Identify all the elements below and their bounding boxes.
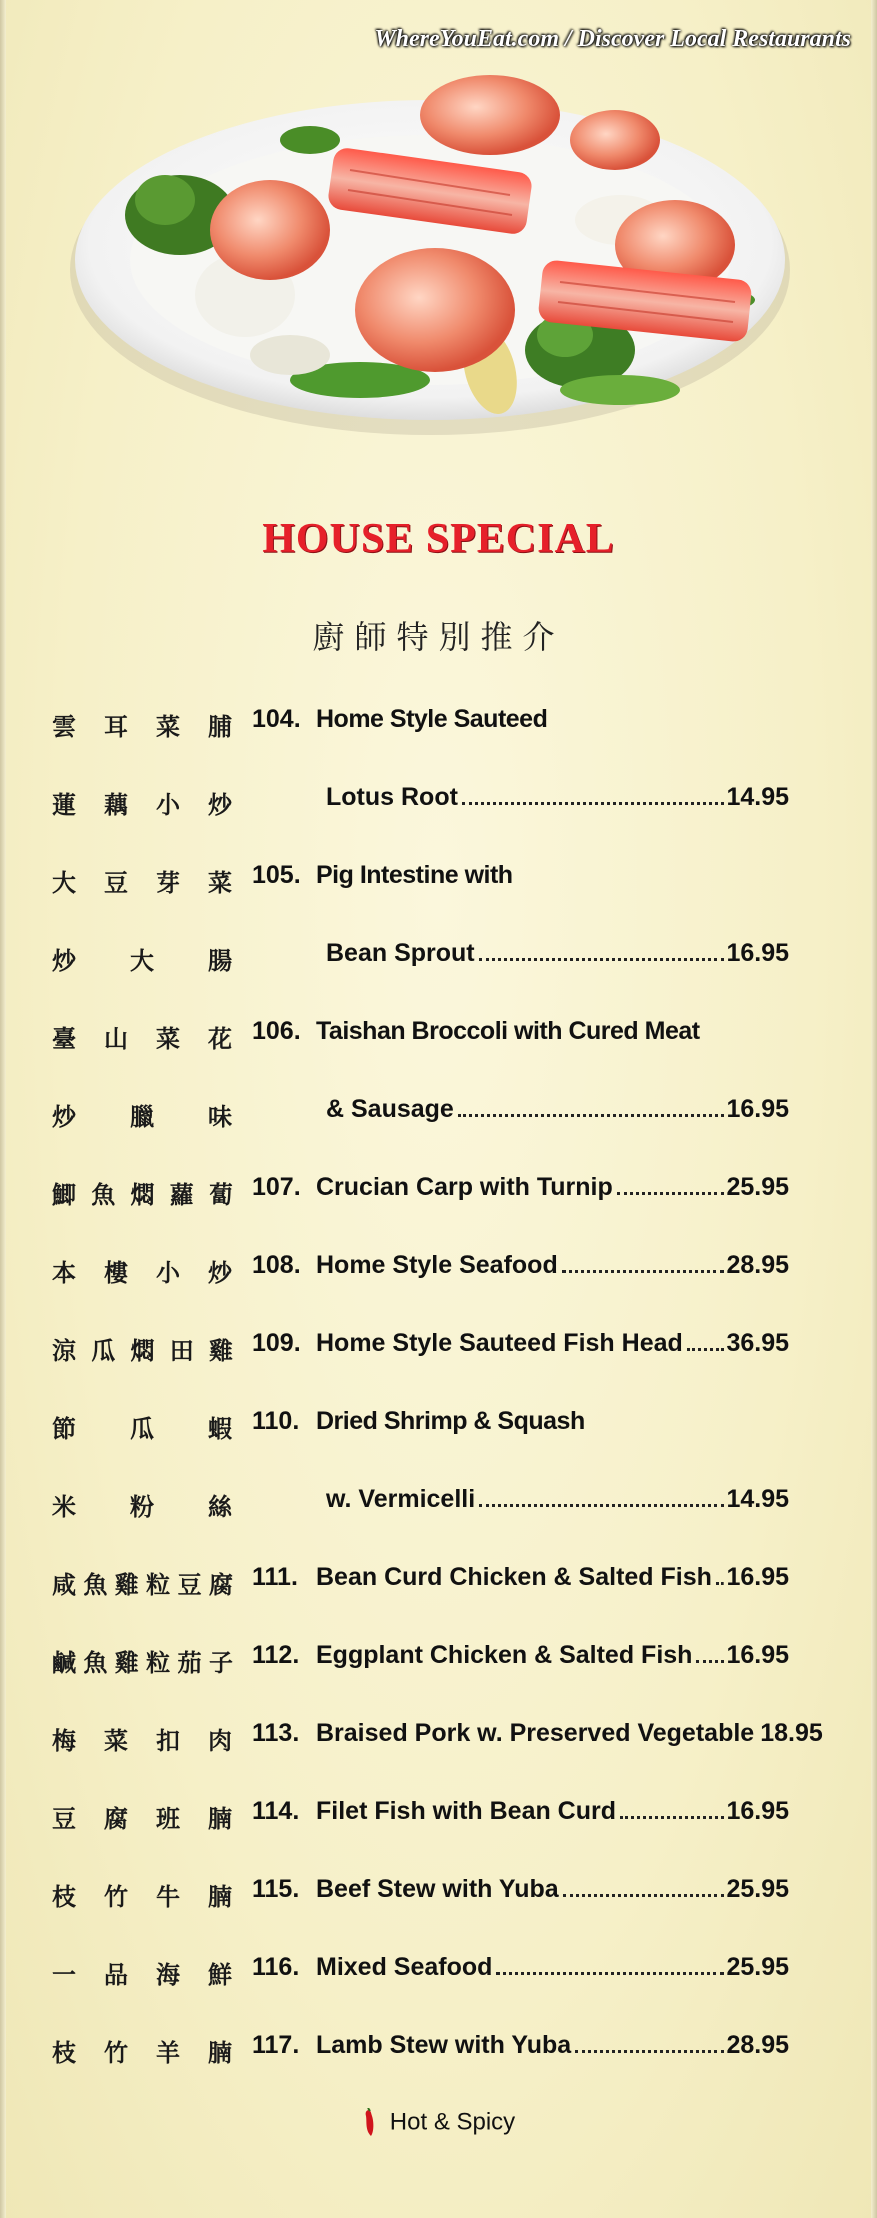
english-dish-name: & Sausage	[326, 1095, 454, 1123]
menu-item-line	[0, 1241, 877, 1319]
price: 14.95	[726, 783, 789, 811]
dot-leader	[716, 1582, 725, 1585]
chinese-dish-name: 臺 山 菜 花	[52, 1025, 232, 1053]
menu-item-line	[0, 851, 877, 929]
item-number: 113.	[252, 1719, 300, 1747]
english-dish-name: Lamb Stew with Yuba	[316, 2031, 572, 2059]
english-dish-name: Crucian Carp with Turnip	[316, 1173, 613, 1201]
dish-name-with-price	[316, 1563, 789, 1592]
dish-name-with-price	[316, 1641, 789, 1670]
chili-pepper-icon	[362, 2108, 376, 2138]
dot-leader	[617, 1192, 725, 1195]
item-number: 107.	[252, 1173, 301, 1201]
chinese-dish-name: 蓮 藕 小 炒	[52, 791, 232, 819]
item-number: 112.	[252, 1641, 300, 1669]
english-dish-name: Home Style Seafood	[316, 1251, 558, 1279]
english-dish-name: Mixed Seafood	[316, 1953, 493, 1981]
english-dish-name: w. Vermicelli	[326, 1485, 476, 1513]
menu-item-line	[0, 1475, 877, 1553]
chinese-dish-name: 鹹 魚 雞 粒 茄 子	[52, 1649, 232, 1677]
english-dish-name: Bean Curd Chicken & Salted Fish	[316, 1563, 712, 1591]
price: 16.95	[726, 1641, 789, 1669]
item-number: 105.	[252, 861, 301, 889]
english-dish-name: Braised Pork w. Preserved Vegetable	[316, 1719, 755, 1747]
menu-item-line	[0, 929, 877, 1007]
chinese-dish-name: 豆 腐 班 腩	[52, 1805, 232, 1833]
item-number: 111.	[252, 1563, 298, 1591]
english-dish-name: Bean Sprout	[326, 939, 475, 967]
item-number: 116.	[252, 1953, 300, 1981]
chinese-dish-name: 節 瓜 蝦	[52, 1415, 232, 1443]
english-dish-name: Taishan Broccoli with Cured Meat	[316, 1017, 700, 1045]
english-dish-name: Home Style Sauteed Fish Head	[316, 1329, 683, 1357]
price: 16.95	[726, 1563, 789, 1591]
item-number: 104.	[252, 705, 301, 733]
dish-name-with-price	[326, 783, 789, 812]
item-number: 110.	[252, 1407, 300, 1435]
menu-item-line	[0, 1553, 877, 1631]
menu-item-line	[0, 1631, 877, 1709]
menu-list	[0, 695, 877, 2099]
chinese-dish-name: 炒 臘 味	[52, 1103, 232, 1131]
dish-name-with-price	[316, 1875, 789, 1904]
dish-name-with-price	[326, 1485, 789, 1514]
menu-item-line	[0, 1787, 877, 1865]
english-dish-name: Eggplant Chicken & Salted Fish	[316, 1641, 693, 1669]
price: 16.95	[726, 1797, 789, 1825]
dish-name-with-price	[326, 1095, 789, 1124]
chinese-dish-name: 一 品 海 鮮	[52, 1961, 232, 1989]
chinese-dish-name: 炒 大 腸	[52, 947, 232, 975]
item-number: 108.	[252, 1251, 301, 1279]
chinese-dish-name: 米 粉 絲	[52, 1493, 232, 1521]
chinese-dish-name: 鯽 魚 燜 蘿 蔔	[52, 1181, 232, 1209]
menu-item-line	[0, 1007, 877, 1085]
dish-name-with-price	[326, 939, 789, 968]
menu-item-line	[0, 1865, 877, 1943]
dot-leader	[563, 1894, 725, 1897]
menu-item-line	[0, 1943, 877, 2021]
menu-item-line	[0, 2021, 877, 2099]
section-title: HOUSE SPECIAL	[262, 516, 615, 562]
price: 36.95	[726, 1329, 789, 1357]
menu-item-line	[0, 1709, 877, 1787]
chinese-dish-name: 本 樓 小 炒	[52, 1259, 232, 1287]
price: 25.95	[726, 1173, 789, 1201]
item-number: 115.	[252, 1875, 300, 1903]
spicy-legend	[0, 2108, 877, 2138]
item-number: 117.	[252, 2031, 300, 2059]
item-number: 106.	[252, 1017, 301, 1045]
dot-leader	[458, 1114, 725, 1117]
spicy-legend-label: Hot & Spicy	[389, 2108, 516, 2136]
price: 28.95	[726, 1251, 789, 1279]
menu-item-line	[0, 773, 877, 851]
price: 25.95	[726, 1953, 789, 1981]
site-header[interactable]: WhereYouEat.com / Discover Local Restaurants	[374, 26, 851, 52]
chinese-dish-name: 大 豆 芽 菜	[52, 869, 232, 897]
dot-leader	[496, 1972, 724, 1975]
english-dish-name: Filet Fish with Bean Curd	[316, 1797, 617, 1825]
chinese-dish-name: 咸 魚 雞 粒 豆 腐	[52, 1571, 232, 1599]
english-dish-name: Pig Intestine with	[316, 861, 513, 889]
price: 14.95	[726, 1485, 789, 1513]
english-dish-name: Beef Stew with Yuba	[316, 1875, 559, 1903]
menu-item-line	[0, 695, 877, 773]
price: 25.95	[726, 1875, 789, 1903]
price: 16.95	[726, 1095, 789, 1123]
menu-item-line	[0, 1397, 877, 1475]
dot-leader	[479, 958, 725, 961]
dot-leader	[562, 1270, 725, 1273]
dot-leader	[575, 2050, 724, 2053]
price: 16.95	[726, 939, 789, 967]
seafood-dish-photo	[60, 70, 800, 480]
english-dish-name: Home Style Sauteed	[316, 705, 548, 733]
english-dish-name: Dried Shrimp & Squash	[316, 1407, 585, 1435]
dot-leader	[687, 1348, 725, 1351]
menu-item-line	[0, 1085, 877, 1163]
price: 18.95	[760, 1719, 823, 1747]
dish-name-with-price	[316, 1797, 789, 1826]
english-dish-name: Lotus Root	[326, 783, 458, 811]
dish-name-with-price	[316, 1719, 823, 1748]
chinese-dish-name: 枝 竹 牛 腩	[52, 1883, 232, 1911]
dot-leader	[462, 802, 725, 805]
price: 28.95	[726, 2031, 789, 2059]
dish-name-with-price	[316, 1173, 789, 1202]
chinese-dish-name: 涼 瓜 燜 田 雞	[52, 1337, 232, 1365]
chinese-dish-name: 梅 菜 扣 肉	[52, 1727, 232, 1755]
section-subtitle-chinese: 廚師特別推介	[312, 618, 565, 656]
item-number: 109.	[252, 1329, 301, 1357]
dot-leader	[479, 1504, 724, 1507]
menu-item-line	[0, 1163, 877, 1241]
item-number: 114.	[252, 1797, 300, 1825]
dot-leader	[620, 1816, 724, 1819]
dish-name-with-price	[316, 1251, 789, 1280]
chinese-dish-name: 雲 耳 菜 脯	[52, 713, 232, 741]
dish-name-with-price	[316, 1953, 789, 1982]
dish-name-with-price	[316, 1329, 789, 1358]
dish-name-with-price	[316, 2031, 789, 2060]
dot-leader	[696, 1660, 724, 1663]
chinese-dish-name: 枝 竹 羊 腩	[52, 2039, 232, 2067]
menu-item-line	[0, 1319, 877, 1397]
